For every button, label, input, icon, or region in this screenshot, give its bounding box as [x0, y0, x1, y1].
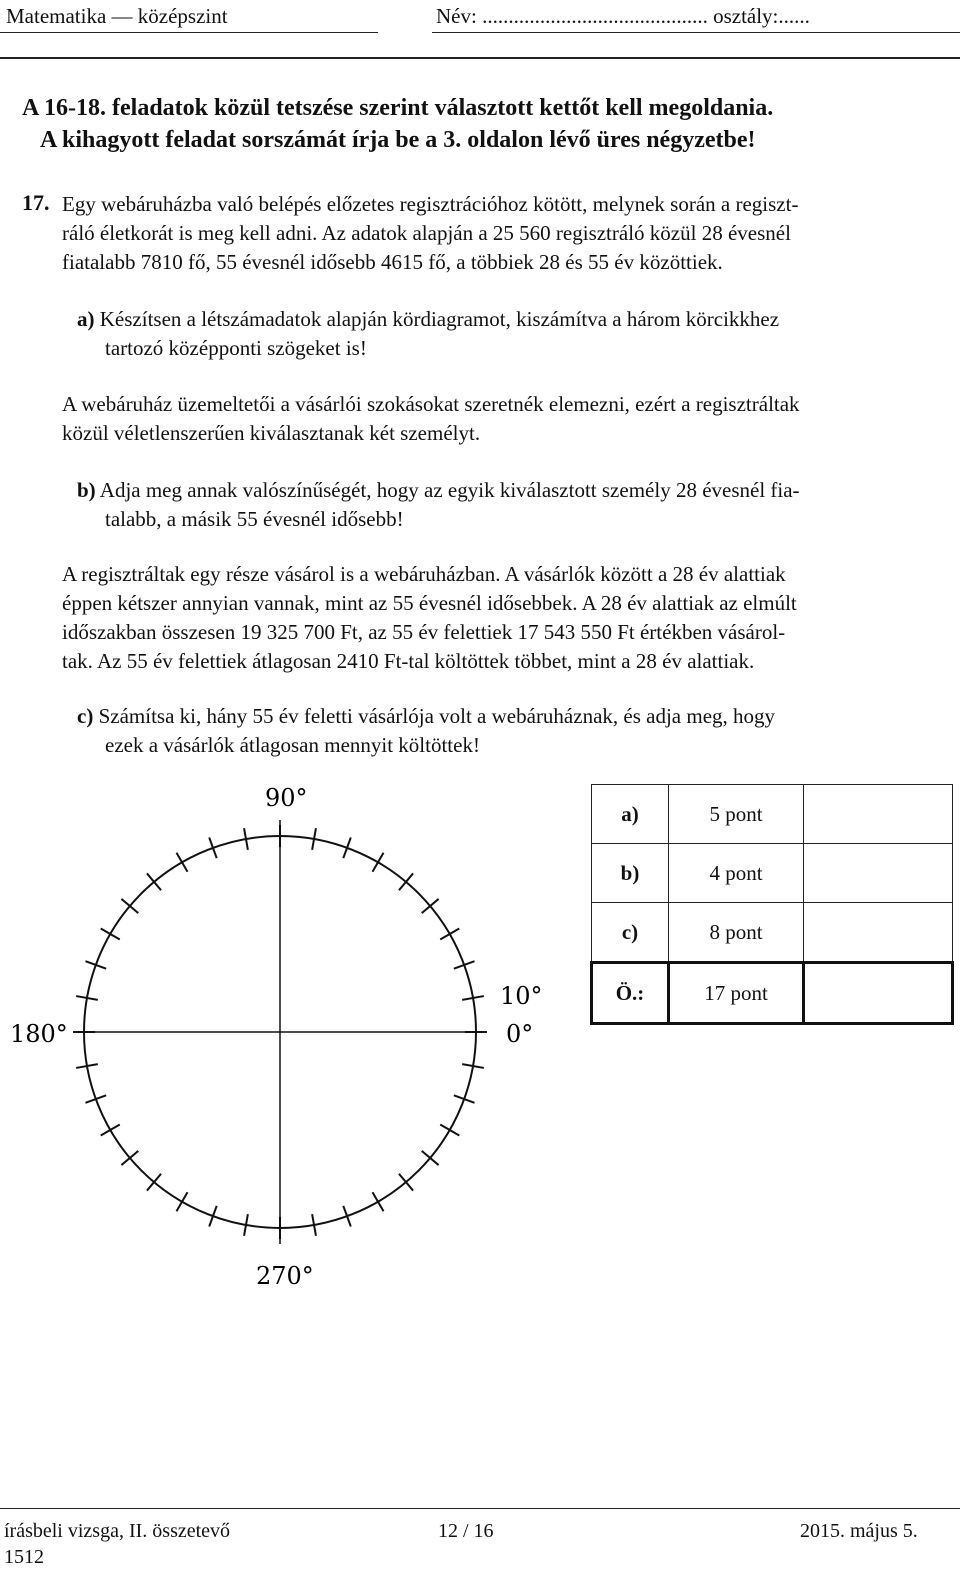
paragraph-3-line-1: A regisztráltak egy része vásárol is a webáruházban. A vásárlók között a 28 év alattiak — [62, 562, 786, 586]
intro-line-2: ráló életkorát is meg kell adni. Az adatok alapján a 25 560 regisztráló közül 28 évesnél — [62, 221, 791, 245]
score-row-c — [592, 903, 953, 963]
protractor-circle-figure — [0, 770, 580, 1300]
score-row-b — [592, 844, 953, 903]
label-180-degrees: 180° — [10, 1020, 68, 1048]
score-row-a — [592, 785, 953, 844]
footer-code: 1512 — [4, 1546, 44, 1568]
tick-mark — [101, 1125, 120, 1136]
header-rule-right — [432, 32, 960, 33]
footer-page-number: 12 / 16 — [438, 1520, 494, 1542]
problem-intro — [62, 190, 937, 277]
label-270-degrees: 270° — [256, 1262, 314, 1290]
score-blank-a — [804, 785, 953, 844]
header-subject: Matematika — középszint — [6, 4, 228, 28]
tick-mark — [121, 1151, 138, 1165]
task-c-label: c) — [77, 704, 94, 728]
footer-divider — [0, 1508, 960, 1509]
intro-line-1: Egy webáruházba való belépés előzetes regisztrációhoz kötött, melynek során a regiszt- — [62, 192, 799, 216]
tick-mark — [399, 873, 413, 890]
task-c-line-1: Számítsa ki, hány 55 év feletti vásárlója volt a webáruháznak, és adja meg, hogy — [98, 704, 776, 728]
header-name-class-field: Név: ........................................... osztály:...... — [436, 4, 810, 28]
task-c-line-2: ezek a vásárlók átlagosan mennyit költöttek! — [105, 733, 480, 757]
score-row-total — [592, 963, 953, 1024]
task-b — [77, 476, 937, 534]
tick-mark — [373, 853, 384, 872]
tick-mark — [177, 853, 188, 872]
tick-mark — [147, 1174, 161, 1191]
tick-mark — [147, 873, 161, 890]
score-label-b: b) — [592, 844, 669, 903]
score-label-a: a) — [592, 785, 669, 844]
score-table — [590, 784, 954, 1025]
paragraph-3-line-2: éppen kétszer annyian vannak, mint az 55 évesnél idősebbek. A 28 év alattiak az elmúlt — [62, 591, 797, 615]
paragraph-3-line-3: időszakban összesen 19 325 700 Ft, az 55 év felettiek 17 543 550 Ft értékben vásárol- — [62, 620, 786, 644]
tick-mark — [177, 1192, 188, 1211]
paragraph-2 — [62, 390, 937, 448]
task-a-line-1: Készítsen a létszámadatok alapján kördiagramot, kiszámítva a három körcikkhez — [99, 307, 780, 331]
score-blank-c — [804, 903, 953, 963]
tick-mark — [101, 929, 120, 940]
score-label-c: c) — [592, 903, 669, 963]
label-10-degrees: 10° — [500, 982, 543, 1010]
header-divider — [0, 57, 960, 59]
paragraph-2-line-1: A webáruház üzemeltetői a vásárlói szokásokat szeretnék elemezni, ezért a regisztráltak — [62, 392, 800, 416]
tick-mark — [422, 1151, 439, 1165]
header-rule-left — [0, 32, 378, 33]
score-blank-total — [804, 963, 953, 1024]
task-a — [77, 305, 937, 363]
task-a-label: a) — [77, 307, 95, 331]
instructions-line-2: A kihagyott feladat sorszámát írja be a 3. oldalon lévő üres négyzetbe! — [40, 127, 756, 153]
task-a-line-2: tartozó középponti szögeket is! — [105, 336, 367, 360]
tick-mark — [373, 1192, 384, 1211]
instructions-line-1: A 16-18. feladatok közül tetszése szerint választott kettőt kell megoldania. — [22, 95, 774, 121]
tick-mark — [440, 1125, 459, 1136]
score-points-total: 17 pont — [669, 963, 804, 1024]
task-c — [77, 702, 937, 760]
task-b-line-1: Adja meg annak valószínűségét, hogy az egyik kiválasztott személy 28 évesnél fia- — [99, 478, 800, 502]
intro-line-3: fiatalabb 7810 fő, 55 évesnél idősebb 4615 fő, a többiek 28 és 55 év közöttiek. — [62, 250, 723, 274]
problem-number: 17. — [22, 190, 50, 215]
paragraph-3-line-4: tak. Az 55 év felettiek átlagosan 2410 Ft-tal költöttek többet, mint a 28 év alattiak. — [62, 649, 755, 673]
score-points-b: 4 pont — [669, 844, 804, 903]
instructions — [22, 92, 773, 156]
tick-mark — [399, 1174, 413, 1191]
footer-exam-part: írásbeli vizsga, II. összetevő — [4, 1520, 231, 1542]
score-blank-b — [804, 844, 953, 903]
score-label-total: Ö.: — [592, 963, 669, 1024]
label-0-degrees: 0° — [506, 1020, 534, 1048]
task-b-line-2: talabb, a másik 55 évesnél idősebb! — [105, 507, 404, 531]
score-points-a: 5 pont — [669, 785, 804, 844]
tick-mark — [440, 929, 459, 940]
paragraph-3 — [62, 560, 937, 676]
score-points-c: 8 pont — [669, 903, 804, 963]
tick-mark — [422, 899, 439, 913]
task-b-label: b) — [77, 478, 96, 502]
tick-mark — [121, 899, 138, 913]
footer-date: 2015. május 5. — [800, 1520, 918, 1542]
label-90-degrees: 90° — [265, 784, 308, 812]
paragraph-2-line-2: közül véletlenszerűen kiválasztanak két személyt. — [62, 421, 481, 445]
